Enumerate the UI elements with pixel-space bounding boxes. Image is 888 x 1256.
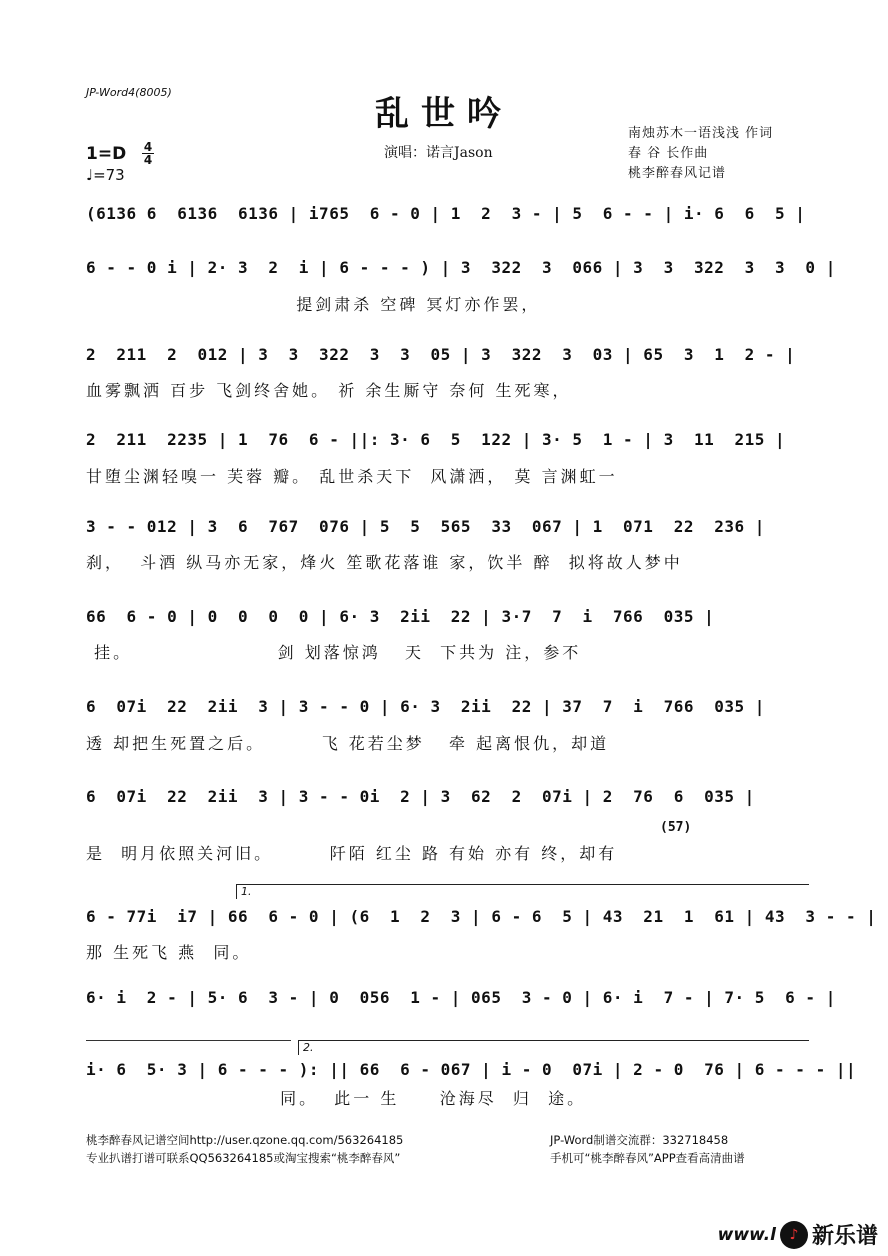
logo-name: 新乐谱: [811, 1224, 878, 1249]
first-ending-bracket: 1.: [236, 884, 809, 899]
notation-line-10: 6· i 2 - | 5· 6 3 - | 0 056 1 - | 065 3 - 0 | 6· i 7 - | 7· 5 6 - |: [86, 988, 836, 1007]
notation-line-11: i· 6 5· 3 | 6 - - - ): || 66 6 - 067 | i - 0 07i | 2 - 0 76 | 6 - - - ||: [86, 1060, 857, 1079]
transcriber-credit: 桃李醉春风记谱: [628, 166, 727, 181]
software-tag: JP-Word4(8005): [86, 86, 172, 99]
first-ending-end-line: [86, 1040, 291, 1041]
second-ending-bracket: 2.: [298, 1040, 809, 1055]
time-signature-top: 4: [143, 140, 153, 154]
singer-credit: 演唱：诺言Jason: [384, 145, 493, 161]
composer-credit: 春 谷 长作曲: [628, 146, 709, 161]
notation-line-1: (6136 6 6136 6136 | i765 6 - 0 | 1 2 3 - | 5 6 - - | i· 6 6 5 |: [86, 204, 806, 223]
logo-url: www.l: [717, 1224, 776, 1245]
notation-line-7: 6 07i 22 2ii 3 | 3 - - 0 | 6· 3 2ii 22 | 37 7 i 766 035 |: [86, 697, 765, 716]
notation-line-9: 6 - 77i i7 | 66 6 - 0 | (6 1 2 3 | 6 - 6 5 | 43 21 1 61 | 43 3 - - |: [86, 907, 877, 926]
lyrics-line-5: 刹， 斗酒 纵马亦无家，烽火 笙歌花落谁 家，饮半 醉 拟将故人梦中: [86, 553, 683, 572]
footer-contact-qq: 专业扒谱打谱可联系QQ563264185或淘宝搜索“桃李醉春风”: [86, 1151, 401, 1165]
time-signature: [142, 141, 154, 166]
site-logo[interactable]: [718, 1219, 878, 1250]
notation-line-5: 3 - - 012 | 3 6 767 076 | 5 5 565 33 067 | 1 071 22 236 |: [86, 517, 765, 536]
lyrics-line-2: 提剑肃杀 空碑 冥灯亦作罢，: [86, 295, 541, 314]
notation-line-3: 2 211 2 012 | 3 3 322 3 3 05 | 3 322 3 03 | 65 3 1 2 - |: [86, 345, 796, 364]
alternate-notes-annotation: (57): [660, 820, 692, 835]
music-disc-icon: ♪: [780, 1221, 808, 1249]
lyrics-line-11: 同。 此一 生 沧海尽 归 途。: [86, 1089, 587, 1108]
lyrics-line-7: 透 却把生死置之后。 飞 花若尘梦 牵 起离恨仇，却道: [86, 734, 610, 753]
tempo-marking: ♩=73: [86, 166, 125, 184]
notation-line-2: 6 - - 0 i | 2· 3 2 i | 6 - - - ) | 3 322 3 066 | 3 3 322 3 3 0 |: [86, 258, 836, 277]
lyrics-line-4: 甘堕尘渊轻嗅一 芙蓉 瓣。 乱世杀天下 风潇洒， 莫 言渊虹一: [86, 467, 618, 486]
footer-group-info: JP-Word制谱交流群：332718458: [550, 1133, 729, 1147]
lyrics-line-6: 挂。 剑 划落惊鸿 天 下共为 注，参不: [86, 643, 582, 662]
notation-line-8: 6 07i 22 2ii 3 | 3 - - 0i 2 | 3 62 2 07i | 2 76 6 035 |: [86, 787, 755, 806]
time-signature-bottom: 4: [143, 153, 153, 167]
key-signature: 1=D: [86, 144, 127, 164]
lyrics-line-3: 血雾飘洒 百步 飞剑终舍她。 祈 余生厮守 奈何 生死寒，: [86, 381, 572, 400]
notation-line-6: 66 6 - 0 | 0 0 0 0 | 6· 3 2ii 22 | 3·7 7 i 766 035 |: [86, 607, 715, 626]
footer-app-info: 手机可“桃李醉春风”APP查看高清曲谱: [550, 1151, 745, 1165]
lyrics-line-8: 是 明月依照关河旧。 阡陌 红尘 路 有始 亦有 终，却有: [86, 844, 618, 863]
notation-line-4: 2 211 2235 | 1 76 6 - ||: 3· 6 5 122 | 3· 5 1 - | 3 11 215 |: [86, 430, 786, 449]
footer-contact-space: 桃李醉春风记谱空间http://user.qzone.qq.com/563264185: [86, 1133, 404, 1147]
song-title: 乱世吟: [375, 94, 513, 134]
lyricist-credit: 南烛苏木一语浅浅 作词: [628, 126, 774, 141]
lyrics-line-9: 那 生死飞 燕 同。: [86, 943, 252, 962]
